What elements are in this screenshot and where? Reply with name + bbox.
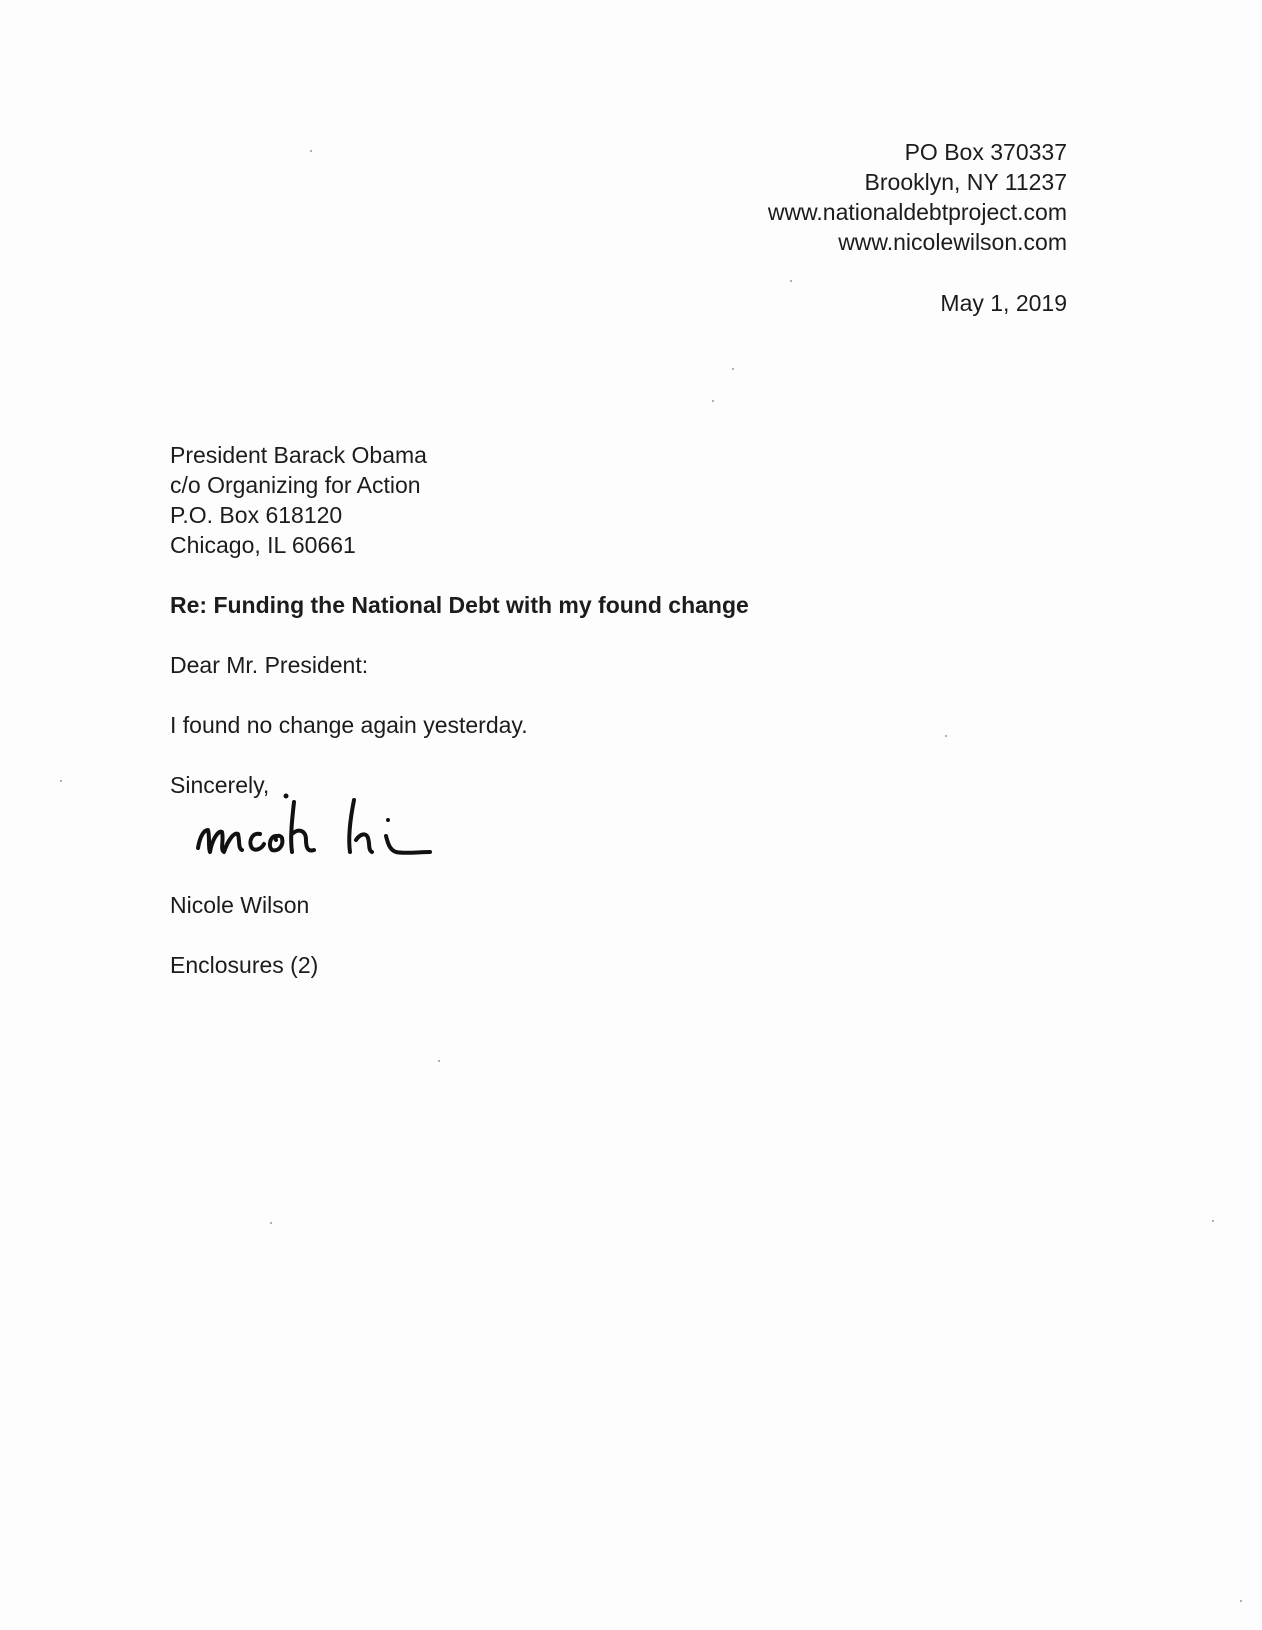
letter-body: I found no change again yesterday.	[170, 712, 528, 738]
sender-city-state-zip: Brooklyn, NY 11237	[864, 169, 1067, 195]
scan-speck	[1240, 1600, 1242, 1602]
scan-speck	[1212, 1220, 1214, 1222]
scan-speck	[790, 280, 792, 282]
sender-address-block	[547, 137, 1067, 257]
recipient-name: President Barack Obama	[170, 442, 427, 468]
recipient-po-box: P.O. Box 618120	[170, 502, 343, 528]
scan-speck	[270, 1222, 272, 1224]
scan-speck	[945, 735, 947, 737]
sender-po-box: PO Box 370337	[904, 139, 1067, 165]
handwritten-signature-icon	[190, 790, 460, 880]
sender-website-national-debt-project: www.nationaldebtproject.com	[767, 199, 1067, 225]
signer-name: Nicole Wilson	[170, 892, 310, 918]
scan-speck	[60, 780, 62, 782]
letter-date: May 1, 2019	[940, 290, 1067, 316]
closing: Sincerely,	[170, 772, 270, 798]
recipient-address-block	[170, 440, 770, 560]
salutation: Dear Mr. President:	[170, 652, 369, 678]
sender-website-nicole-wilson: www.nicolewilson.com	[838, 229, 1067, 255]
scan-speck	[712, 400, 714, 402]
recipient-care-of: c/o Organizing for Action	[170, 472, 421, 498]
enclosures-note: Enclosures (2)	[170, 952, 319, 978]
scan-speck	[310, 150, 312, 152]
scan-speck	[438, 1060, 440, 1062]
subject-line: Re: Funding the National Debt with my found change	[170, 592, 749, 618]
recipient-city-state-zip: Chicago, IL 60661	[170, 532, 356, 558]
scan-speck	[732, 368, 734, 370]
